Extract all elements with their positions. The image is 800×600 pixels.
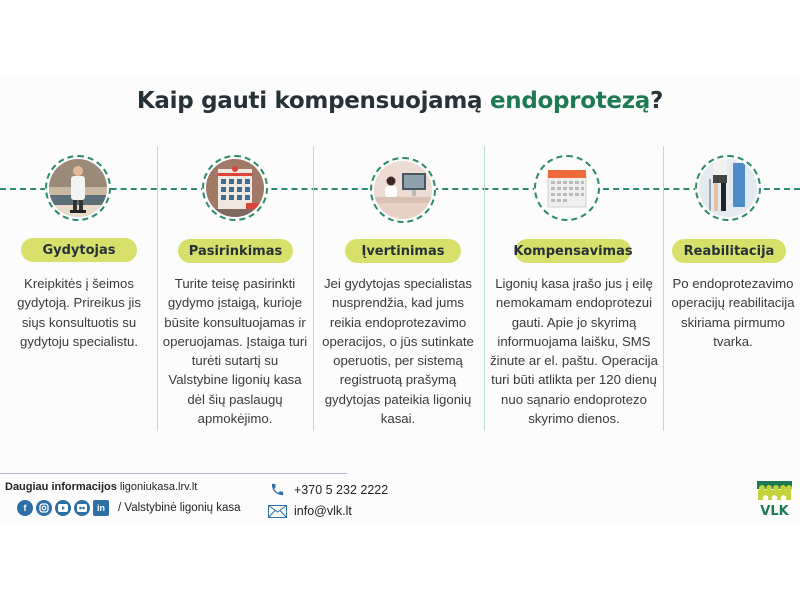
calendar-image [538,159,596,217]
more-info-label: Daugiau informacijos [5,481,117,493]
organization-name: / Valstybinė ligonių kasa [118,502,241,514]
step-1-image-circle [45,155,111,221]
title-main: Kaip gauti kompensuojamą [136,88,490,114]
step-2-image-circle [202,155,268,221]
step-description-gydytojas: Kreipkitės į šeimos gydytoją. Prireikus jis siųs konsultuotis su gydytoju specialistu. [17,276,141,349]
vlk-logo [757,481,792,517]
instagram-icon[interactable] [36,500,52,516]
step-description-reabilitacija: Po endoprotezavimo operacijų reabilitacija skiriama pirmumo tvarka. [671,276,795,349]
email-contact [267,504,352,518]
step-label-gydytojas: Gydytojas [21,238,137,262]
title-end: ? [650,88,664,114]
page-title [0,88,800,114]
social-links [17,500,109,516]
doctor-figurine-image [49,159,107,217]
hospital-building-image [206,159,264,217]
phone-contact [267,482,388,497]
column-divider [663,146,664,431]
person-at-computer-image [374,161,432,219]
step-3-image-circle [370,157,436,223]
column-divider [313,146,314,431]
svg-text:VLK: VLK [760,504,789,517]
step-description-ivertinimas: Jei gydytojas specialistas nusprendžia, kad jums reikia endoprotezavimo operacijos, o jūs sutinkate operuotis, per sistemą registruotą prašymą gydytojas pateikia ligonių kasai. [322,276,474,427]
step-description-kompensavimas: Ligonių kasa įrašo jus į eilę nemokamam endoprotezui gauti. Apie jo skyrimą informuojama laišku, SMS žinute ar el. paštu. Operacija turi būti atlikta per 120 dienų nuo sąnario endoprotezo skyrimo dienos. [490,276,658,427]
more-info [5,481,197,493]
phone-icon [267,482,287,497]
step-5-image-circle [695,155,761,221]
linkedin-icon[interactable]: in [93,500,109,516]
step-4-image-circle [534,155,600,221]
step-description-pasirinkimas: Turite teisę pasirinkti gydymo įstaigą, kurioje būsite konsultuojamas ir operuojamas. Įstaiga turi turėti sutartį su Valstybine ligonių kasa dėl šių paslaugų apmokėjimo. [162,276,308,427]
facebook-icon[interactable]: f [17,500,33,516]
step-label-pasirinkimas: Pasirinkimas [178,239,293,263]
rehabilitation-image [699,159,757,217]
phone-number[interactable]: +370 5 232 2222 [294,482,389,497]
email-address[interactable]: info@vlk.lt [294,504,352,518]
website-link[interactable]: ligoniukasa.lrv.lt [119,481,198,493]
step-label-kompensavimas: Kompensavimas [515,239,631,263]
column-divider [484,146,485,431]
envelope-icon [267,505,287,518]
step-label-reabilitacija: Reabilitacija [672,239,786,263]
flickr-icon[interactable] [74,500,90,516]
step-label-ivertinimas: Įvertinimas [345,239,461,263]
title-accent: endoprotezą [489,88,651,114]
column-divider [157,146,158,431]
footer-divider [0,473,347,474]
youtube-icon[interactable] [55,500,71,516]
